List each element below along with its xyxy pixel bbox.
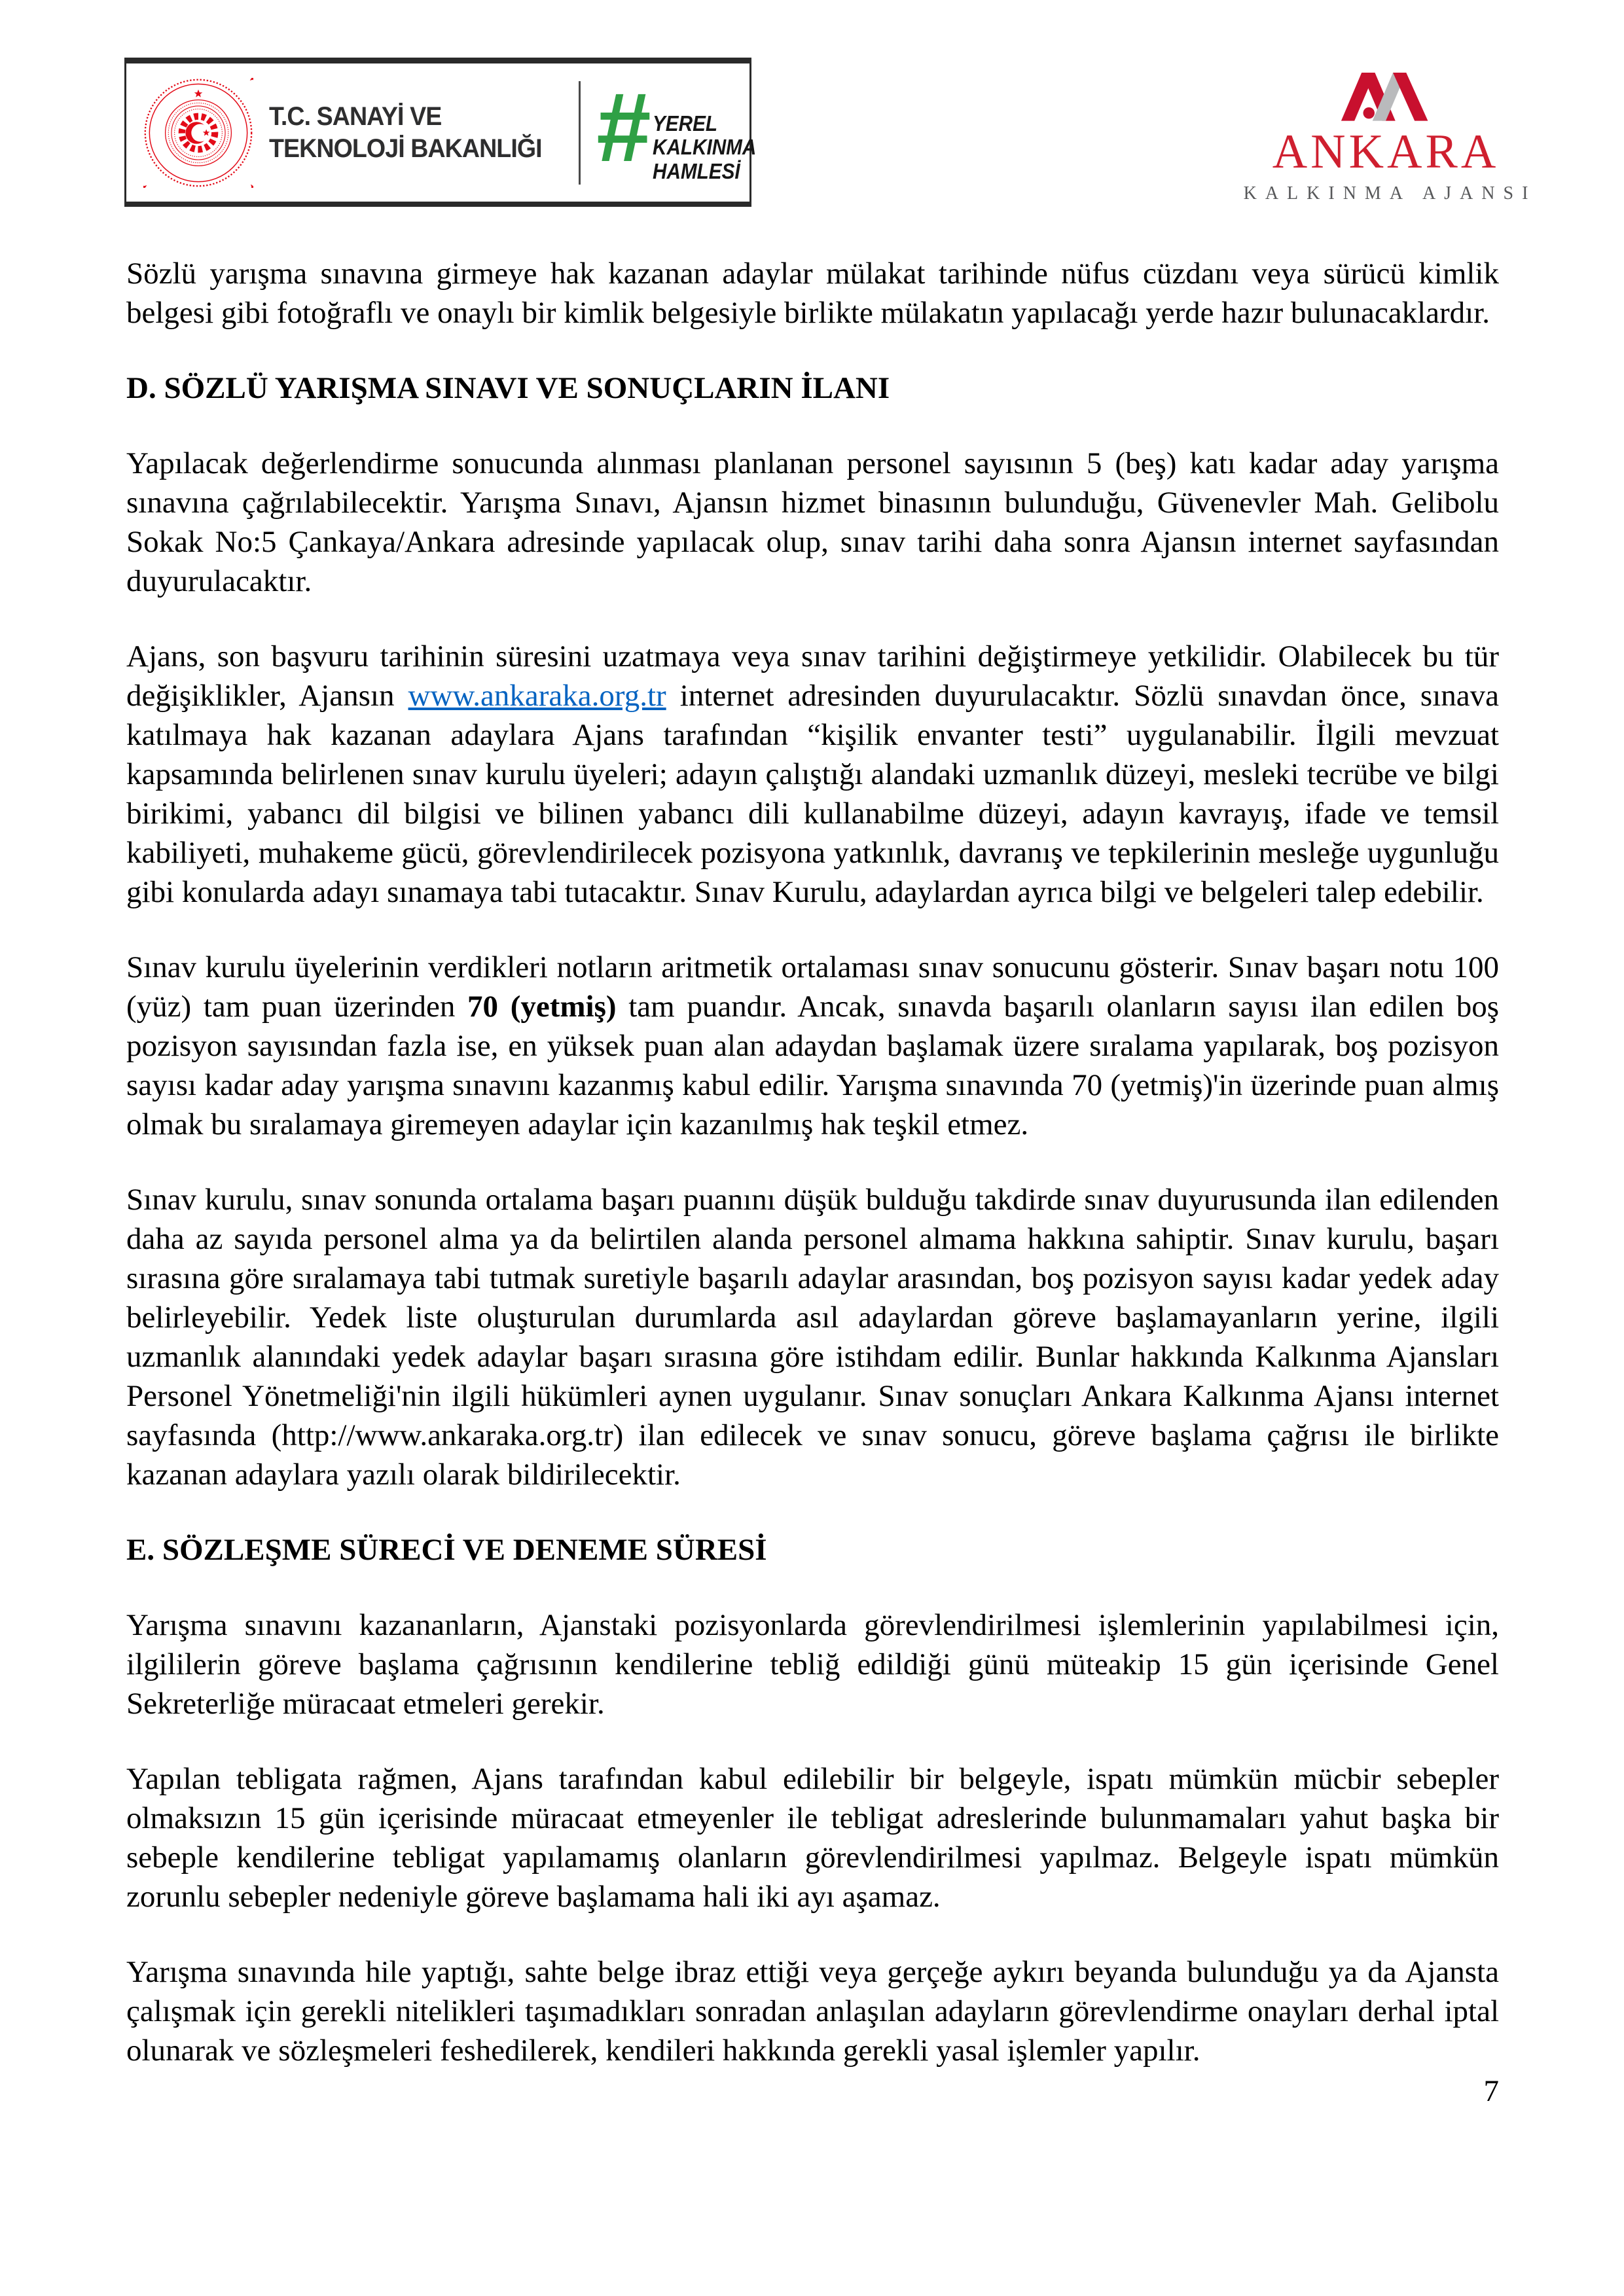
agency-name: ANKARA [1272, 125, 1500, 179]
paragraph-exam-call: Yapılacak değerlendirme sonucunda alınması planlanan personel sayısının 5 (beş) katı kadar aday yarışma sınavına çağrılabilecektir. Yarışma Sınavı, Ajansın hizmet binasının bulunduğu, Güvenevler Mah. Gelibolu Sokak No:5 Çankaya/Ankara adresinde yapılacak olup, sınav tarihi daha sonra Ajansın internet sayfasından duyurulacaktır. [126, 446, 1499, 598]
document-body [126, 254, 1499, 2106]
paragraph-contract-application: Yarışma sınavını kazananların, Ajanstaki pozisyonlarda görevlendirilmesi işlemlerinin yapılabilmesi için, ilgililerin göreve başlama çağrısının kendilerine tebliğ edildiği günü müteakip 15 gün içerisinde Genel Sekreterliğe müracaat etmeleri gerekir. [126, 1608, 1499, 1721]
ankaraka-website-link[interactable]: www.ankaraka.org.tr [408, 679, 666, 713]
ankara-logo-mark-icon [1337, 65, 1435, 126]
ministry-logo-box [124, 58, 757, 207]
paragraph-scoring [126, 948, 1499, 1144]
paragraph-exam-changes [126, 637, 1499, 912]
heading-e-contract: E. SÖZLEŞME SÜRECİ VE DENEME SÜRESİ [126, 1533, 767, 1567]
paragraph-exam-changes-after-link: internet adresinden duyurulacaktır. Sözlü sınavdan önce, sınava katılmaya hak kazanan adaylara Ajans tarafından “kişilik envanter testi” uygulanabilir. İlgili mevzuat kapsamında belirlenen sınav kurulu üyeleri; adayın çalıştığı alandaki uzmanlık düzeyi, mesleki tecrübe ve bilgi birikimi, yabancı dil bilgisi ve bilinen yabancı dili kullanabilme düzeyi, adayın kavrayış, ifade ve temsil kabiliyeti, muhakeme gücü, görevlendirilecek pozisyona yatkınlık, davranış ve tepkilerinin mesleğe uygunluğu gibi konularda adayı sınamaya tabi tutacaktır. Sınav Kurulu, adaylardan ayrıca bilgi ve belgeleri talep edebilir. [126, 679, 1499, 909]
yerel-kalkinma-hamlesi-logo [596, 72, 767, 183]
hamle-line-kalkinma: KALKINMA [652, 135, 757, 160]
hamle-line-hamlesi: HAMLESİ [652, 158, 740, 183]
hamle-line-yerel: YEREL [652, 111, 717, 136]
ministry-name-line1: T.C. SANAYİ VE [269, 101, 442, 131]
page-number: 7 [1483, 2074, 1499, 2108]
paragraph-scoring-after-bold: tam puandır. Ancak, sınavda başarılı olanların sayısı ilan edilen boş pozisyon sayısından fazla ise, en yüksek puan alan adaydan başlamak üzere sıralama yapılarak, boş pozisyon sayısı kadar aday yarışma sınavını kazanmış kabul edilir. Yarışma sınavında 70 (yetmiş)'in üzerinde puan almış olmak bu sıralamaya giremeyen adaylar için kazanılmış hak teşkil etmez. [126, 990, 1499, 1141]
logo-divider [579, 81, 581, 185]
paragraph-exam-changes-before-link: Ajans, son başvuru tarihinin süresini uzatmaya veya sınav tarihini değiştirmeye yetkilidir. Olabilecek bu tür değişiklikler, Ajansın [126, 639, 1499, 713]
passing-score-bold: 70 (yetmiş) [467, 990, 617, 1024]
paragraph-reserve-list: Sınav kurulu, sınav sonunda ortalama başarı puanını düşük bulduğu takdirde sınav duyurusunda ilan edilenden daha az sayıda personel alma ya da belirtilen alanda personel almama hakkına sahiptir. Sınav kurulu, başarı sırasına göre sıralamaya tabi tutmak suretiyle başarılı adaylar arasından, boş pozisyon sayısı kadar yedek aday belirleyebilir. Yedek liste oluşturulan durumlarda asıl adaylardan göreve başlamayanların yerine, ilgili uzmanlık alanındaki yedek adaylar başarı sırasına göre istihdam edilir. Bunlar hakkında Kalkınma Ajansları Personel Yönetmeliği'nin ilgili hükümleri aynen uygulanır. Sınav sonuçları Ankara Kalkınma Ajansı internet sayfasında (http://www.ankaraka.org.tr) ilan edilecek ve sınav sonucu, göreve başlama çağrısı ile birlikte kazanan adaylara yazılı olarak bildirilecektir. [126, 1183, 1499, 1492]
ministry-name-line2: TEKNOLOJİ BAKANLIĞI [269, 134, 542, 163]
paragraph-oral-exam-attendance: Sözlü yarışma sınavına girmeye hak kazanan adaylar mülakat tarihinde nüfus cüzdanı veya sürücü kimlik belgesi gibi fotoğraflı ve onaylı bir kimlik belgesiyle birlikte mülakatın yapılacağı yerde hazır bulunacaklardır. [126, 257, 1499, 330]
paragraph-fraud-consequences: Yarışma sınavında hile yaptığı, sahte belge ibraz ettiği veya gerçeğe aykırı beyanda bulunduğu ya da Ajansta çalışmak için gerekli nitelikleri taşımadıkları sonradan anlaşılan adayların görevlendirme onayları derhal iptal olunarak ve sözleşmeleri feshedilerek, kendileri hakkında gerekli yasal işlemler yapılır. [126, 1955, 1499, 2068]
ankara-agency-logo [1243, 65, 1537, 204]
hashtag-icon: # [596, 72, 647, 183]
ministry-name [269, 101, 542, 165]
agency-subtitle: KALKINMA AJANSI [1243, 183, 1537, 204]
paragraph-scoring-before-bold: Sınav kurulu üyelerinin verdikleri notların aritmetik ortalaması sınav sonucunu gösterir. Sınav başarı notu 100 (yüz) tam puan üzerinden [126, 950, 1499, 1024]
hamle-text [653, 112, 756, 183]
paragraph-notification-rules: Yapılan tebligata rağmen, Ajans tarafından kabul edilebilir bir belgeyle, ispatı mümkün mücbir sebepler olmaksızın 15 gün içerisinde müracaat etmeyenler ile tebligat adreslerinde bulunmamaları yahut başka bir sebeple kendilerine tebligat yapılamamış olanların görevlendirilmesi yapılmaz. Belgeyle ispatı mümkün zorunlu sebepler nedeniyle göreve başlamama hali iki ayı aşamaz. [126, 1762, 1499, 1914]
ministry-emblem-icon [143, 78, 253, 188]
heading-d-oral-exam: D. SÖZLÜ YARIŞMA SINAVI VE SONUÇLARIN İLANI [126, 371, 890, 405]
